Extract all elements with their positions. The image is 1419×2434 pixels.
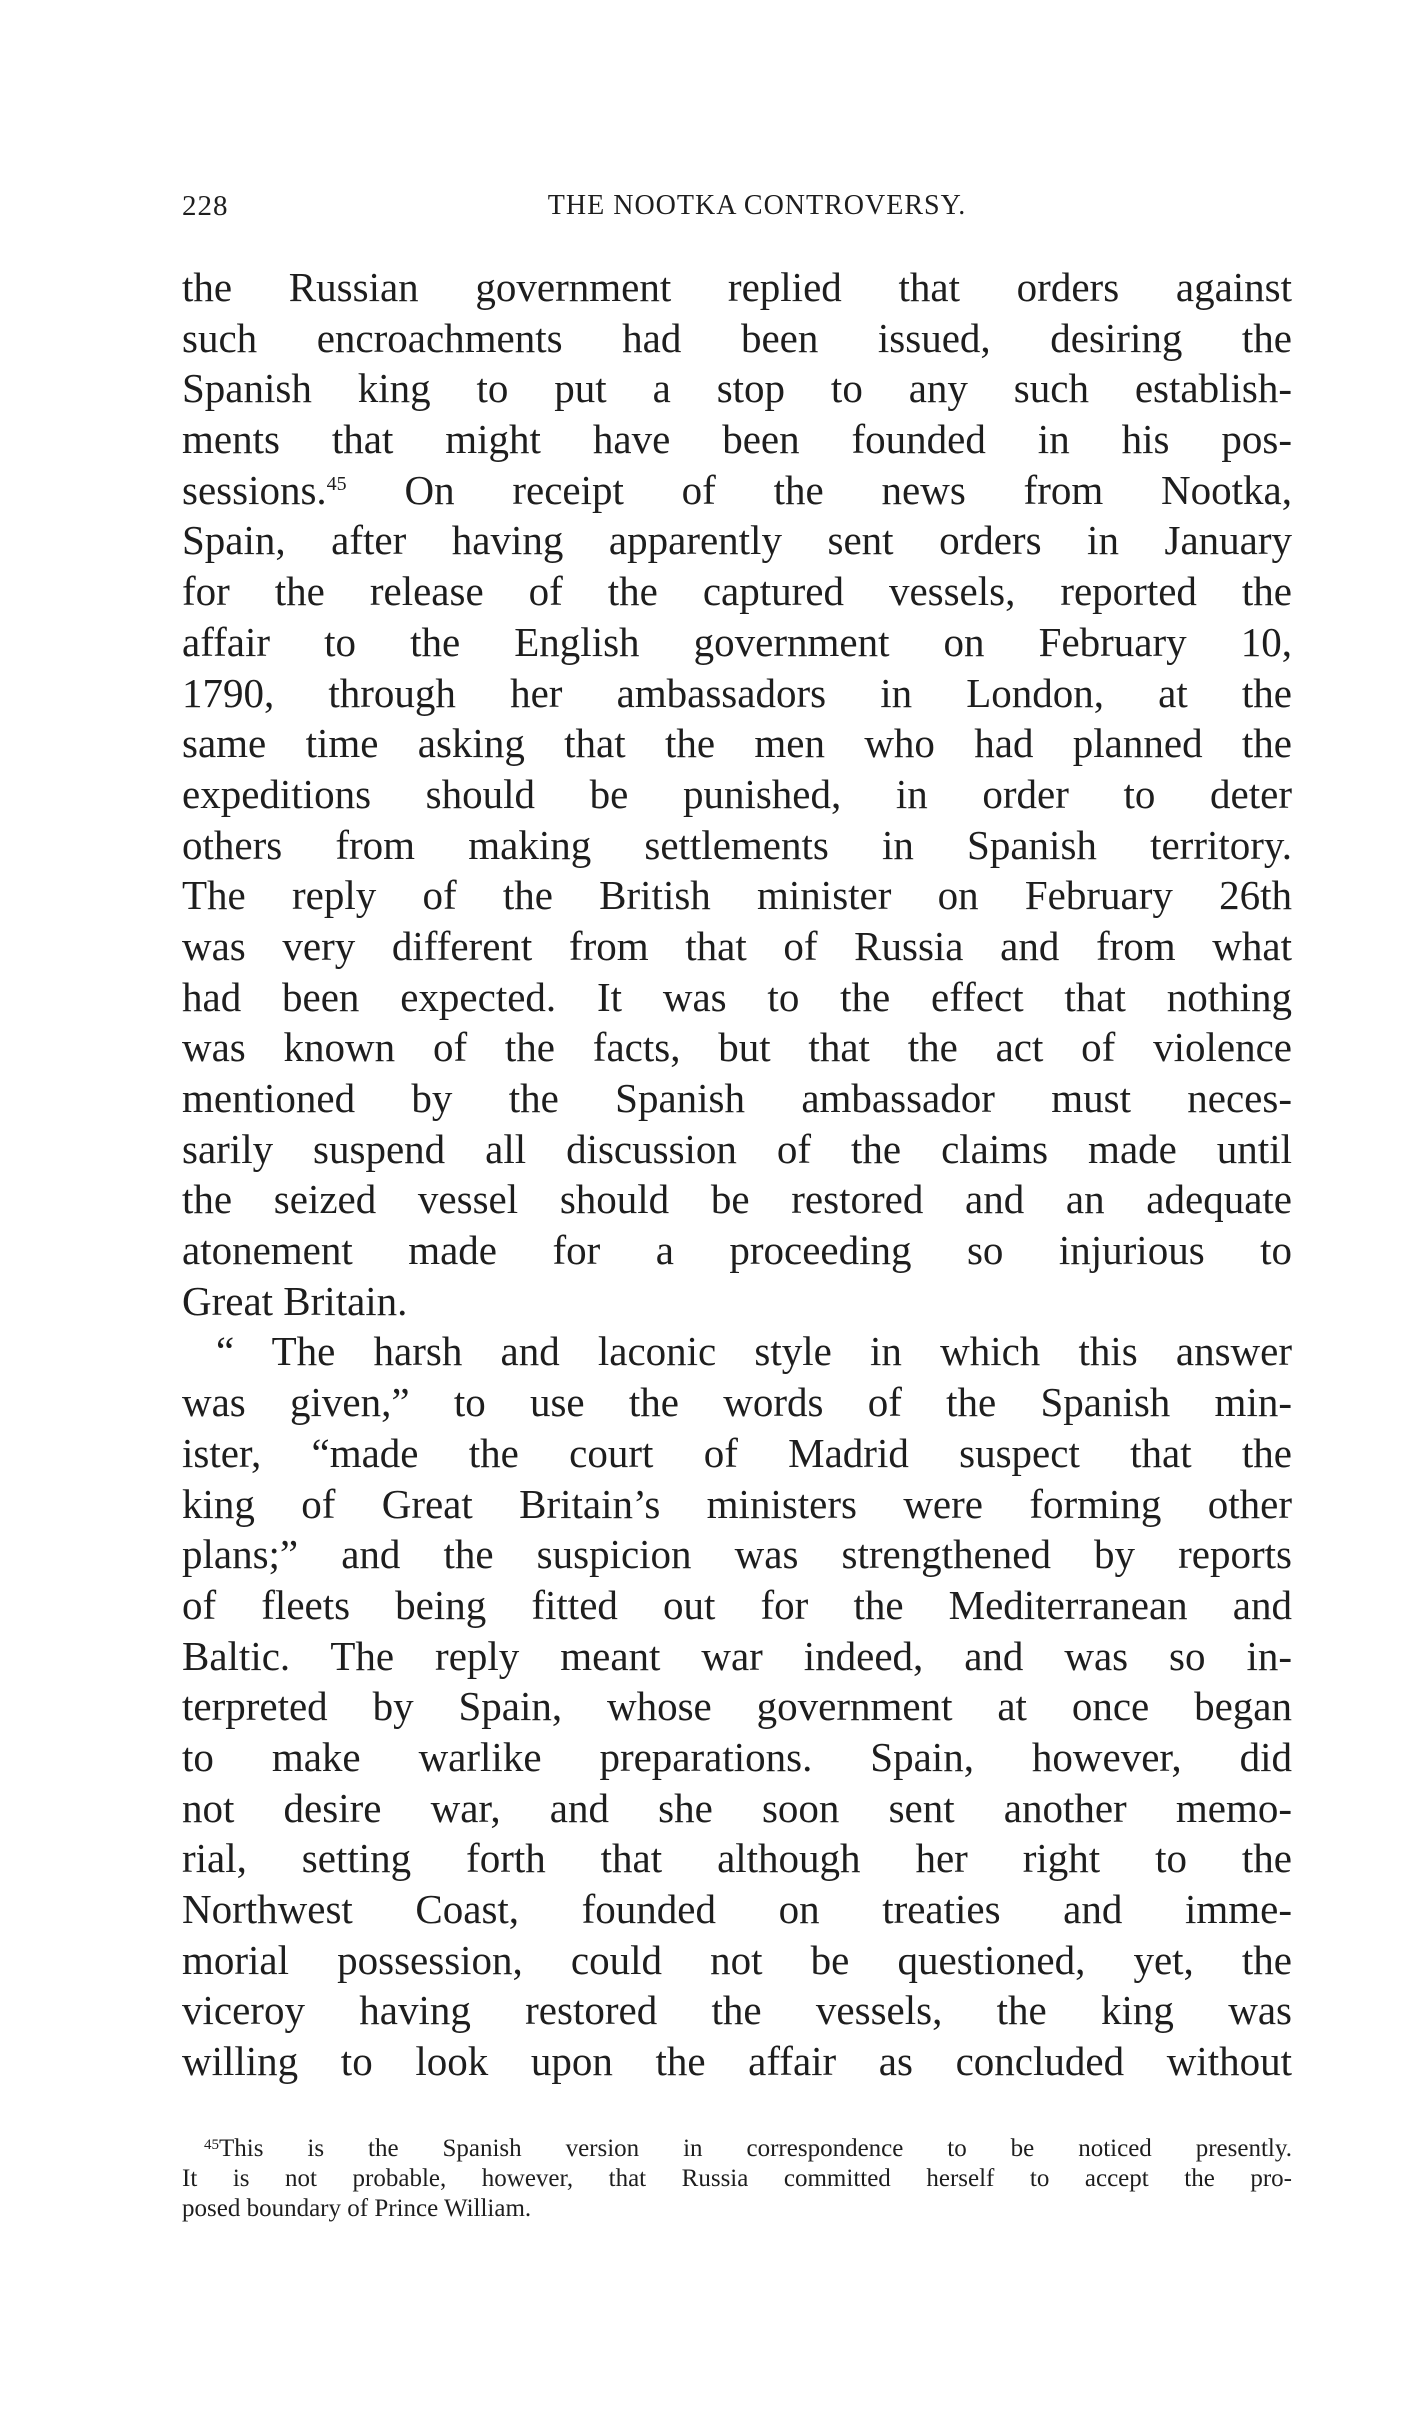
text-line: expeditions should be punished, in order to deter xyxy=(182,770,1292,817)
text-line: affair to the English government on February 10, xyxy=(182,618,1292,665)
footnote-text: This is the Spanish version in correspondence to be noticed presently. xyxy=(219,2135,1292,2162)
text-line: the seized vessel should be restored and an adequate xyxy=(182,1176,1292,1223)
page-number: 228 xyxy=(182,190,229,222)
text-line: morial possession, could not be questioned, yet, the xyxy=(182,1936,1292,1983)
text-fragment: sessions. xyxy=(182,466,327,513)
text-line: had been expected. It was to the effect that nothing xyxy=(182,973,1292,1020)
text-line: rial, setting forth that although her right to the xyxy=(182,1835,1292,1882)
text-line: others from making settlements in Spanish territory. xyxy=(182,821,1292,868)
text-line: terpreted by Spain, whose government at once began xyxy=(182,1683,1292,1730)
text-line xyxy=(182,465,1292,516)
footnote-line: posed boundary of Prince William. xyxy=(182,2195,532,2222)
text-line: sarily suspend all discussion of the claims made until xyxy=(182,1125,1292,1172)
footnote-line: It is not probable, however, that Russia committed herself to accept the pro- xyxy=(182,2165,1292,2192)
footnote-reference: 45 xyxy=(326,472,347,495)
footnote-mark: 45 xyxy=(204,2137,219,2153)
text-line: plans;” and the suspicion was strengthened by reports xyxy=(182,1531,1292,1578)
text-line: The reply of the British minister on February 26th xyxy=(182,872,1292,919)
text-line: was known of the facts, but that the act of violence xyxy=(182,1024,1292,1071)
text-line: for the release of the captured vessels, reported the xyxy=(182,568,1292,615)
text-line: Northwest Coast, founded on treaties and imme- xyxy=(182,1886,1292,1932)
text-line: “ The harsh and laconic style in which this answer xyxy=(216,1328,1292,1375)
text-line: ister, “made the court of Madrid suspect that the xyxy=(182,1429,1292,1476)
text-line: not desire war, and she soon sent another memo- xyxy=(182,1784,1292,1831)
text-line: ments that might have been founded in his pos- xyxy=(182,416,1292,463)
text-line: of fleets being fitted out for the Mediterranean and xyxy=(182,1581,1292,1628)
running-head xyxy=(182,190,1292,230)
text-line: willing to look upon the affair as concluded without xyxy=(182,2038,1292,2085)
running-title: THE NOOTKA CONTROVERSY. xyxy=(547,190,967,221)
text-line: mentioned by the Spanish ambassador must neces- xyxy=(182,1075,1292,1121)
text-line: atonement made for a proceeding so injurious to xyxy=(182,1227,1292,1274)
footnotes xyxy=(182,2134,1292,2224)
text-line: king of Great Britain’s ministers were forming other xyxy=(182,1480,1292,1527)
text-line: Great Britain. xyxy=(182,1277,408,1324)
text-line: Spanish king to put a stop to any such establish- xyxy=(182,365,1292,412)
text-fragment: On receipt of the news from Nootka, xyxy=(404,466,1292,513)
text-line: viceroy having restored the vessels, the king was xyxy=(182,1987,1292,2034)
text-line: Spain, after having apparently sent orders in January xyxy=(182,517,1292,564)
text-line: such encroachments had been issued, desiring the xyxy=(182,314,1292,361)
text-line: same time asking that the men who had planned the xyxy=(182,720,1292,767)
body-text xyxy=(182,262,1292,2087)
text-line: to make warlike preparations. Spain, however, did xyxy=(182,1733,1292,1780)
text-line: the Russian government replied that orders against xyxy=(182,264,1292,310)
text-line: was very different from that of Russia and from what xyxy=(182,922,1292,969)
text-line: 1790, through her ambassadors in London, at the xyxy=(182,669,1292,716)
text-line: Baltic. The reply meant war indeed, and was so in- xyxy=(182,1632,1292,1679)
text-line: was given,” to use the words of the Spanish min- xyxy=(182,1379,1292,1426)
footnote-line xyxy=(182,2134,1292,2164)
